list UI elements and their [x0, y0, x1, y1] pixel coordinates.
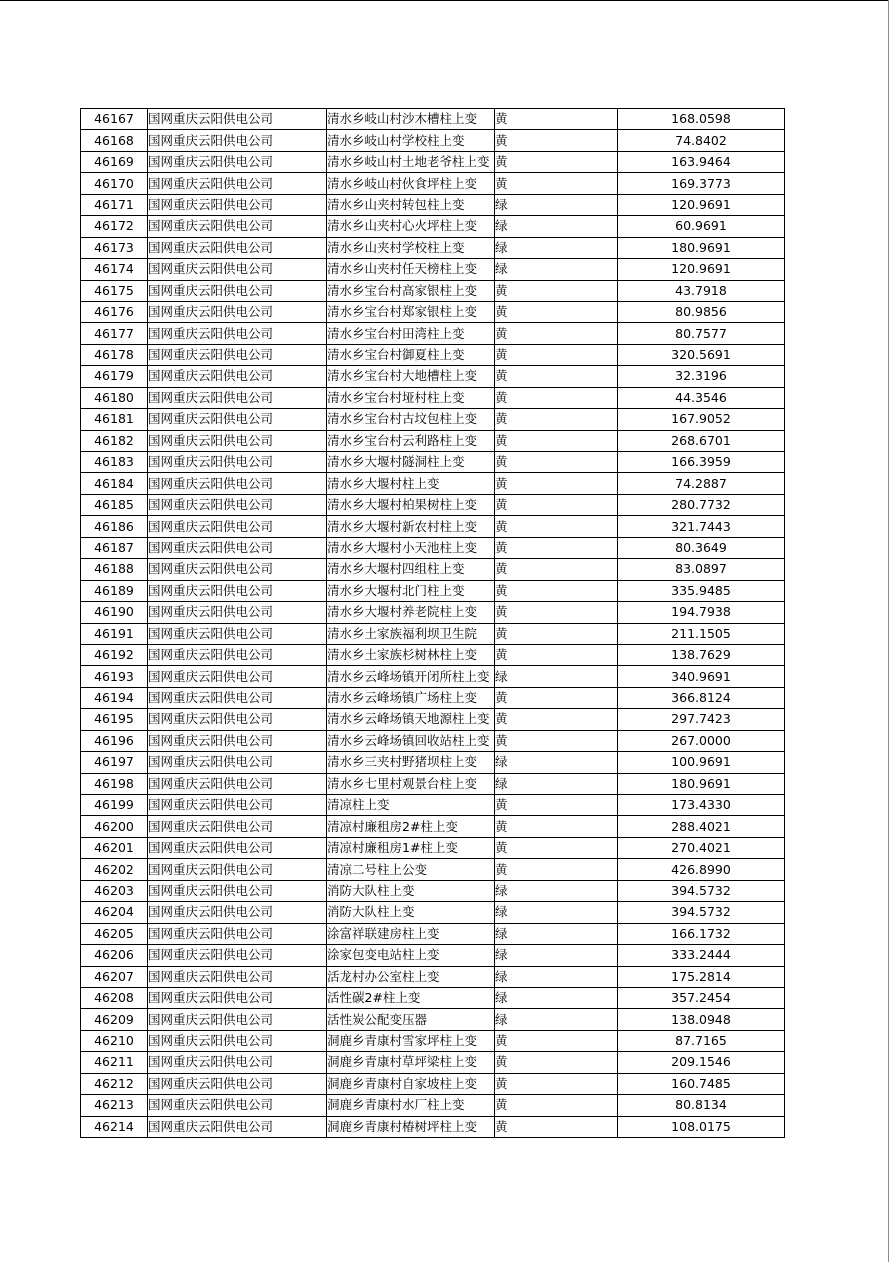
- page-top-border: [0, 0, 888, 1]
- company-cell: 国网重庆云阳供电公司: [148, 559, 327, 580]
- id-cell: 46193: [81, 666, 148, 687]
- id-cell: 46186: [81, 516, 148, 537]
- status-color-cell: 黄: [495, 730, 618, 751]
- value-cell: 138.7629: [618, 644, 785, 665]
- id-cell: 46210: [81, 1030, 148, 1051]
- company-cell: 国网重庆云阳供电公司: [148, 280, 327, 301]
- transformer-name-cell: 清水乡宝台村云利路柱上变: [327, 430, 495, 451]
- company-cell: 国网重庆云阳供电公司: [148, 109, 327, 130]
- status-color-cell: 黄: [495, 795, 618, 816]
- status-color-cell: 绿: [495, 216, 618, 237]
- id-cell: 46208: [81, 987, 148, 1008]
- status-color-cell: 黄: [495, 494, 618, 515]
- table-row: [81, 130, 785, 151]
- table-row: [81, 580, 785, 601]
- company-cell: 国网重庆云阳供电公司: [148, 1030, 327, 1051]
- company-cell: 国网重庆云阳供电公司: [148, 709, 327, 730]
- id-cell: 46177: [81, 323, 148, 344]
- status-color-cell: 黄: [495, 623, 618, 644]
- transformer-name-cell: 涂富祥联建房柱上变: [327, 923, 495, 944]
- id-cell: 46172: [81, 216, 148, 237]
- table-row: [81, 709, 785, 730]
- table-row: [81, 859, 785, 880]
- transformer-name-cell: 清凉柱上变: [327, 795, 495, 816]
- table-row: [81, 494, 785, 515]
- id-cell: 46185: [81, 494, 148, 515]
- company-cell: 国网重庆云阳供电公司: [148, 602, 327, 623]
- id-cell: 46169: [81, 151, 148, 172]
- transformer-name-cell: 消防大队柱上变: [327, 902, 495, 923]
- company-cell: 国网重庆云阳供电公司: [148, 344, 327, 365]
- transformer-name-cell: 清水乡大堰村柱上变: [327, 473, 495, 494]
- transformer-name-cell: 清水乡岐山村土地老爷柱上变: [327, 151, 495, 172]
- company-cell: 国网重庆云阳供电公司: [148, 923, 327, 944]
- table-row: [81, 730, 785, 751]
- value-cell: 394.5732: [618, 880, 785, 901]
- id-cell: 46200: [81, 816, 148, 837]
- company-cell: 国网重庆云阳供电公司: [148, 409, 327, 430]
- company-cell: 国网重庆云阳供电公司: [148, 259, 327, 280]
- value-cell: 180.9691: [618, 773, 785, 794]
- value-cell: 87.7165: [618, 1030, 785, 1051]
- status-color-cell: 黄: [495, 387, 618, 408]
- id-cell: 46214: [81, 1116, 148, 1137]
- company-cell: 国网重庆云阳供电公司: [148, 816, 327, 837]
- id-cell: 46183: [81, 452, 148, 473]
- value-cell: 74.8402: [618, 130, 785, 151]
- transformer-name-cell: 清水乡宝台村高家银柱上变: [327, 280, 495, 301]
- company-cell: 国网重庆云阳供电公司: [148, 537, 327, 558]
- table-row: [81, 109, 785, 130]
- value-cell: 138.0948: [618, 1009, 785, 1030]
- status-color-cell: 黄: [495, 687, 618, 708]
- id-cell: 46181: [81, 409, 148, 430]
- id-cell: 46188: [81, 559, 148, 580]
- id-cell: 46189: [81, 580, 148, 601]
- id-cell: 46195: [81, 709, 148, 730]
- value-cell: 83.0897: [618, 559, 785, 580]
- status-color-cell: 绿: [495, 773, 618, 794]
- id-cell: 46213: [81, 1095, 148, 1116]
- transformer-name-cell: 清水乡三夹村野猪坝柱上变: [327, 752, 495, 773]
- status-color-cell: 黄: [495, 537, 618, 558]
- company-cell: 国网重庆云阳供电公司: [148, 516, 327, 537]
- company-cell: 国网重庆云阳供电公司: [148, 366, 327, 387]
- status-color-cell: 黄: [495, 709, 618, 730]
- table-row: [81, 151, 785, 172]
- value-cell: 321.7443: [618, 516, 785, 537]
- id-cell: 46209: [81, 1009, 148, 1030]
- company-cell: 国网重庆云阳供电公司: [148, 945, 327, 966]
- id-cell: 46168: [81, 130, 148, 151]
- table-row: [81, 537, 785, 558]
- table-row: [81, 387, 785, 408]
- value-cell: 267.0000: [618, 730, 785, 751]
- company-cell: 国网重庆云阳供电公司: [148, 130, 327, 151]
- status-color-cell: 绿: [495, 237, 618, 258]
- company-cell: 国网重庆云阳供电公司: [148, 859, 327, 880]
- value-cell: 211.1505: [618, 623, 785, 644]
- table-row: [81, 923, 785, 944]
- table-row: [81, 409, 785, 430]
- status-color-cell: 绿: [495, 987, 618, 1008]
- table-row: [81, 687, 785, 708]
- status-color-cell: 黄: [495, 1030, 618, 1051]
- id-cell: 46174: [81, 259, 148, 280]
- id-cell: 46182: [81, 430, 148, 451]
- table-row: [81, 430, 785, 451]
- transformer-name-cell: 活性碳2#柱上变: [327, 987, 495, 1008]
- transformer-name-cell: 清水乡云峰场镇回收站柱上变: [327, 730, 495, 751]
- table-row: [81, 323, 785, 344]
- id-cell: 46204: [81, 902, 148, 923]
- page-right-border: [888, 0, 889, 1262]
- id-cell: 46199: [81, 795, 148, 816]
- status-color-cell: 绿: [495, 902, 618, 923]
- transformer-name-cell: 清水乡大堰村四组柱上变: [327, 559, 495, 580]
- company-cell: 国网重庆云阳供电公司: [148, 194, 327, 215]
- company-cell: 国网重庆云阳供电公司: [148, 752, 327, 773]
- company-cell: 国网重庆云阳供电公司: [148, 730, 327, 751]
- value-cell: 80.3649: [618, 537, 785, 558]
- transformer-name-cell: 清水乡大堰村新农村柱上变: [327, 516, 495, 537]
- id-cell: 46202: [81, 859, 148, 880]
- company-cell: 国网重庆云阳供电公司: [148, 452, 327, 473]
- company-cell: 国网重庆云阳供电公司: [148, 580, 327, 601]
- status-color-cell: 黄: [495, 109, 618, 130]
- table-row: [81, 237, 785, 258]
- id-cell: 46173: [81, 237, 148, 258]
- transformer-name-cell: 洞鹿乡青康村椿树坪柱上变: [327, 1116, 495, 1137]
- id-cell: 46167: [81, 109, 148, 130]
- transformer-name-cell: 清水乡山夹村任天榜柱上变: [327, 259, 495, 280]
- status-color-cell: 黄: [495, 1052, 618, 1073]
- id-cell: 46170: [81, 173, 148, 194]
- id-cell: 46194: [81, 687, 148, 708]
- company-cell: 国网重庆云阳供电公司: [148, 494, 327, 515]
- table-row: [81, 1030, 785, 1051]
- transformer-name-cell: 涂家包变电站柱上变: [327, 945, 495, 966]
- table-row: [81, 173, 785, 194]
- company-cell: 国网重庆云阳供电公司: [148, 323, 327, 344]
- status-color-cell: 黄: [495, 130, 618, 151]
- value-cell: 120.9691: [618, 259, 785, 280]
- value-cell: 80.9856: [618, 301, 785, 322]
- company-cell: 国网重庆云阳供电公司: [148, 1116, 327, 1137]
- transformer-name-cell: 清水乡宝台村郑家银柱上变: [327, 301, 495, 322]
- company-cell: 国网重庆云阳供电公司: [148, 795, 327, 816]
- transformer-name-cell: 清水乡大堰村隧洞柱上变: [327, 452, 495, 473]
- company-cell: 国网重庆云阳供电公司: [148, 987, 327, 1008]
- value-cell: 173.4330: [618, 795, 785, 816]
- transformer-name-cell: 消防大队柱上变: [327, 880, 495, 901]
- company-cell: 国网重庆云阳供电公司: [148, 902, 327, 923]
- transformer-name-cell: 清凉村廉租房2#柱上变: [327, 816, 495, 837]
- transformer-name-cell: 洞鹿乡青康村雪家坪柱上变: [327, 1030, 495, 1051]
- table-row: [81, 623, 785, 644]
- value-cell: 80.7577: [618, 323, 785, 344]
- value-cell: 108.0175: [618, 1116, 785, 1137]
- status-color-cell: 黄: [495, 644, 618, 665]
- value-cell: 168.0598: [618, 109, 785, 130]
- status-color-cell: 绿: [495, 945, 618, 966]
- status-color-cell: 绿: [495, 752, 618, 773]
- id-cell: 46192: [81, 644, 148, 665]
- table-row: [81, 344, 785, 365]
- id-cell: 46203: [81, 880, 148, 901]
- transformer-name-cell: 活龙村办公室柱上变: [327, 966, 495, 987]
- status-color-cell: 绿: [495, 194, 618, 215]
- status-color-cell: 黄: [495, 344, 618, 365]
- status-color-cell: 黄: [495, 409, 618, 430]
- transformer-name-cell: 清凉村廉租房1#柱上变: [327, 837, 495, 858]
- value-cell: 163.9464: [618, 151, 785, 172]
- value-cell: 120.9691: [618, 194, 785, 215]
- transformer-name-cell: 清水乡宝台村垭村柱上变: [327, 387, 495, 408]
- id-cell: 46206: [81, 945, 148, 966]
- value-cell: 333.2444: [618, 945, 785, 966]
- company-cell: 国网重庆云阳供电公司: [148, 1095, 327, 1116]
- status-color-cell: 黄: [495, 151, 618, 172]
- id-cell: 46201: [81, 837, 148, 858]
- table-row: [81, 1052, 785, 1073]
- value-cell: 80.8134: [618, 1095, 785, 1116]
- transformer-name-cell: 清水乡宝台村古坟包柱上变: [327, 409, 495, 430]
- value-cell: 166.1732: [618, 923, 785, 944]
- transformer-name-cell: 清水乡土家族福利坝卫生院: [327, 623, 495, 644]
- value-cell: 166.3959: [618, 452, 785, 473]
- status-color-cell: 黄: [495, 580, 618, 601]
- company-cell: 国网重庆云阳供电公司: [148, 387, 327, 408]
- transformer-name-cell: 清水乡云峰场镇开闭所柱上变: [327, 666, 495, 687]
- id-cell: 46191: [81, 623, 148, 644]
- table-row: [81, 795, 785, 816]
- transformer-name-cell: 清水乡山夹村转包柱上变: [327, 194, 495, 215]
- id-cell: 46179: [81, 366, 148, 387]
- table-row: [81, 902, 785, 923]
- transformer-name-cell: 清水乡岐山村学校柱上变: [327, 130, 495, 151]
- table-row: [81, 280, 785, 301]
- company-cell: 国网重庆云阳供电公司: [148, 1009, 327, 1030]
- table-row: [81, 644, 785, 665]
- status-color-cell: 黄: [495, 1095, 618, 1116]
- company-cell: 国网重庆云阳供电公司: [148, 1073, 327, 1094]
- table-row: [81, 366, 785, 387]
- id-cell: 46176: [81, 301, 148, 322]
- value-cell: 43.7918: [618, 280, 785, 301]
- company-cell: 国网重庆云阳供电公司: [148, 473, 327, 494]
- table-row: [81, 987, 785, 1008]
- company-cell: 国网重庆云阳供电公司: [148, 301, 327, 322]
- value-cell: 194.7938: [618, 602, 785, 623]
- id-cell: 46211: [81, 1052, 148, 1073]
- transformer-name-cell: 清凉二号柱上公变: [327, 859, 495, 880]
- status-color-cell: 黄: [495, 559, 618, 580]
- transformer-name-cell: 清水乡大堰村养老院柱上变: [327, 602, 495, 623]
- status-color-cell: 黄: [495, 837, 618, 858]
- table-row: [81, 816, 785, 837]
- transformer-name-cell: 清水乡云峰场镇广场柱上变: [327, 687, 495, 708]
- table-row: [81, 837, 785, 858]
- transformer-name-cell: 清水乡宝台村田湾柱上变: [327, 323, 495, 344]
- status-color-cell: 黄: [495, 1073, 618, 1094]
- status-color-cell: 绿: [495, 259, 618, 280]
- value-cell: 335.9485: [618, 580, 785, 601]
- value-cell: 74.2887: [618, 473, 785, 494]
- id-cell: 46198: [81, 773, 148, 794]
- status-color-cell: 黄: [495, 366, 618, 387]
- status-color-cell: 黄: [495, 173, 618, 194]
- value-cell: 160.7485: [618, 1073, 785, 1094]
- id-cell: 46187: [81, 537, 148, 558]
- id-cell: 46205: [81, 923, 148, 944]
- value-cell: 270.4021: [618, 837, 785, 858]
- table-body: [81, 109, 785, 1138]
- table-row: [81, 1009, 785, 1030]
- table-row: [81, 301, 785, 322]
- status-color-cell: 绿: [495, 923, 618, 944]
- transformer-name-cell: 清水乡山夹村心火坪柱上变: [327, 216, 495, 237]
- table-row: [81, 452, 785, 473]
- value-cell: 60.9691: [618, 216, 785, 237]
- company-cell: 国网重庆云阳供电公司: [148, 966, 327, 987]
- table-row: [81, 880, 785, 901]
- company-cell: 国网重庆云阳供电公司: [148, 173, 327, 194]
- status-color-cell: 黄: [495, 323, 618, 344]
- data-table: [80, 108, 785, 1138]
- value-cell: 169.3773: [618, 173, 785, 194]
- transformer-name-cell: 清水乡土家族杉树林柱上变: [327, 644, 495, 665]
- table-row: [81, 216, 785, 237]
- company-cell: 国网重庆云阳供电公司: [148, 216, 327, 237]
- value-cell: 175.2814: [618, 966, 785, 987]
- value-cell: 32.3196: [618, 366, 785, 387]
- transformer-name-cell: 洞鹿乡青康村草坪梁柱上变: [327, 1052, 495, 1073]
- transformer-name-cell: 洞鹿乡青康村水厂柱上变: [327, 1095, 495, 1116]
- table-row: [81, 752, 785, 773]
- company-cell: 国网重庆云阳供电公司: [148, 1052, 327, 1073]
- value-cell: 44.3546: [618, 387, 785, 408]
- value-cell: 280.7732: [618, 494, 785, 515]
- transformer-name-cell: 清水乡大堰村柏果树柱上变: [327, 494, 495, 515]
- table-row: [81, 259, 785, 280]
- id-cell: 46180: [81, 387, 148, 408]
- value-cell: 426.8990: [618, 859, 785, 880]
- status-color-cell: 黄: [495, 280, 618, 301]
- company-cell: 国网重庆云阳供电公司: [148, 237, 327, 258]
- transformer-name-cell: 清水乡岐山村沙木槽柱上变: [327, 109, 495, 130]
- company-cell: 国网重庆云阳供电公司: [148, 430, 327, 451]
- status-color-cell: 黄: [495, 301, 618, 322]
- value-cell: 340.9691: [618, 666, 785, 687]
- id-cell: 46175: [81, 280, 148, 301]
- status-color-cell: 黄: [495, 859, 618, 880]
- value-cell: 209.1546: [618, 1052, 785, 1073]
- value-cell: 394.5732: [618, 902, 785, 923]
- status-color-cell: 黄: [495, 602, 618, 623]
- status-color-cell: 绿: [495, 1009, 618, 1030]
- company-cell: 国网重庆云阳供电公司: [148, 773, 327, 794]
- table-row: [81, 666, 785, 687]
- transformer-name-cell: 清水乡宝台村御夏柱上变: [327, 344, 495, 365]
- status-color-cell: 黄: [495, 430, 618, 451]
- table-row: [81, 516, 785, 537]
- company-cell: 国网重庆云阳供电公司: [148, 644, 327, 665]
- company-cell: 国网重庆云阳供电公司: [148, 837, 327, 858]
- table-row: [81, 1116, 785, 1137]
- table-row: [81, 602, 785, 623]
- table-row: [81, 194, 785, 215]
- table-row: [81, 559, 785, 580]
- transformer-name-cell: 清水乡岐山村伙食坪柱上变: [327, 173, 495, 194]
- transformer-name-cell: 清水乡大堰村北门柱上变: [327, 580, 495, 601]
- id-cell: 46184: [81, 473, 148, 494]
- status-color-cell: 黄: [495, 516, 618, 537]
- transformer-name-cell: 活性炭公配变压器: [327, 1009, 495, 1030]
- id-cell: 46190: [81, 602, 148, 623]
- status-color-cell: 绿: [495, 880, 618, 901]
- transformer-name-cell: 清水乡宝台村大地槽柱上变: [327, 366, 495, 387]
- value-cell: 100.9691: [618, 752, 785, 773]
- value-cell: 320.5691: [618, 344, 785, 365]
- table-row: [81, 966, 785, 987]
- status-color-cell: 黄: [495, 816, 618, 837]
- id-cell: 46171: [81, 194, 148, 215]
- transformer-name-cell: 清水乡云峰场镇天地源柱上变: [327, 709, 495, 730]
- status-color-cell: 黄: [495, 1116, 618, 1137]
- company-cell: 国网重庆云阳供电公司: [148, 623, 327, 644]
- status-color-cell: 黄: [495, 452, 618, 473]
- table-row: [81, 1095, 785, 1116]
- id-cell: 46212: [81, 1073, 148, 1094]
- table-row: [81, 473, 785, 494]
- table-row: [81, 945, 785, 966]
- status-color-cell: 黄: [495, 473, 618, 494]
- company-cell: 国网重庆云阳供电公司: [148, 880, 327, 901]
- status-color-cell: 绿: [495, 966, 618, 987]
- value-cell: 167.9052: [618, 409, 785, 430]
- id-cell: 46196: [81, 730, 148, 751]
- transformer-name-cell: 清水乡山夹村学校柱上变: [327, 237, 495, 258]
- company-cell: 国网重庆云阳供电公司: [148, 687, 327, 708]
- company-cell: 国网重庆云阳供电公司: [148, 151, 327, 172]
- table-row: [81, 773, 785, 794]
- transformer-name-cell: 清水乡大堰村小天池柱上变: [327, 537, 495, 558]
- id-cell: 46178: [81, 344, 148, 365]
- value-cell: 366.8124: [618, 687, 785, 708]
- id-cell: 46197: [81, 752, 148, 773]
- value-cell: 180.9691: [618, 237, 785, 258]
- id-cell: 46207: [81, 966, 148, 987]
- company-cell: 国网重庆云阳供电公司: [148, 666, 327, 687]
- value-cell: 268.6701: [618, 430, 785, 451]
- value-cell: 357.2454: [618, 987, 785, 1008]
- transformer-name-cell: 清水乡七里村观景台柱上变: [327, 773, 495, 794]
- value-cell: 297.7423: [618, 709, 785, 730]
- table-row: [81, 1073, 785, 1094]
- transformer-name-cell: 洞鹿乡青康村自家坡柱上变: [327, 1073, 495, 1094]
- status-color-cell: 绿: [495, 666, 618, 687]
- value-cell: 288.4021: [618, 816, 785, 837]
